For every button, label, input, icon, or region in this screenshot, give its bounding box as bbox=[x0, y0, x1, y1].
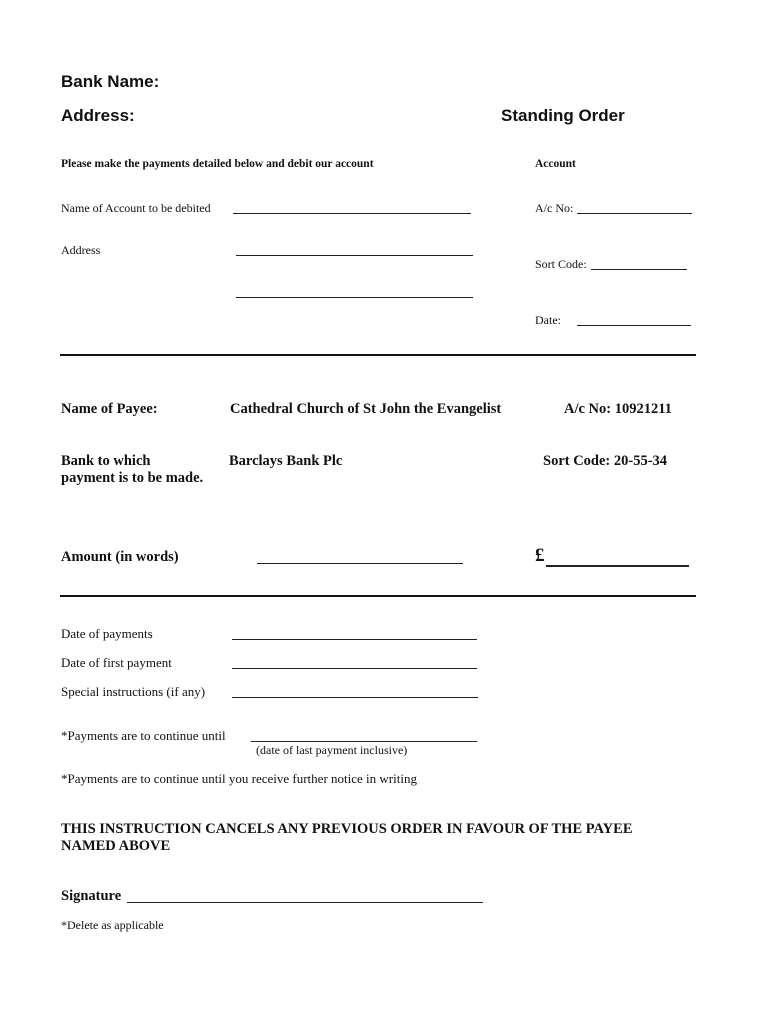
payee-bank-label-line1: Bank to which bbox=[61, 453, 151, 469]
payee-ac-no: A/c No: 10921211 bbox=[564, 401, 672, 417]
ac-no-label: A/c No: bbox=[535, 201, 574, 215]
bank-name-label: Bank Name: bbox=[61, 72, 160, 91]
cancel-notice-line2: NAMED ABOVE bbox=[61, 838, 171, 854]
continue-until-label: *Payments are to continue until bbox=[61, 728, 226, 743]
special-instructions-label: Special instructions (if any) bbox=[61, 684, 206, 699]
section-divider-top bbox=[60, 354, 696, 356]
continue-notice: *Payments are to continue until you receive further notice in writing bbox=[61, 771, 417, 786]
amount-words-field[interactable] bbox=[257, 563, 463, 564]
account-name-label: Name of Account to be debited bbox=[61, 201, 211, 215]
account-name-field[interactable] bbox=[233, 213, 471, 214]
amount-figures-field[interactable] bbox=[546, 565, 689, 567]
form-title: Standing Order bbox=[501, 106, 625, 125]
account-heading: Account bbox=[535, 158, 576, 170]
date-label: Date: bbox=[535, 313, 561, 327]
payee-bank-label-line2: payment is to be made. bbox=[61, 470, 204, 486]
payee-name-label: Name of Payee: bbox=[61, 401, 158, 417]
special-instructions-field[interactable] bbox=[232, 697, 478, 698]
instruction-text: Please make the payments detailed below and debit our account bbox=[61, 158, 374, 170]
sort-code-field[interactable] bbox=[591, 269, 687, 270]
address-line-1-field[interactable] bbox=[236, 255, 473, 256]
payee-name-value: Cathedral Church of St John the Evangelist bbox=[230, 401, 502, 417]
last-payment-note: (date of last payment inclusive) bbox=[256, 743, 408, 757]
payee-sort-code: Sort Code: 20-55-34 bbox=[543, 453, 668, 469]
address-line-2-field[interactable] bbox=[236, 297, 473, 298]
payee-bank-value: Barclays Bank Plc bbox=[229, 453, 343, 469]
address-label: Address: bbox=[61, 106, 135, 125]
date-field[interactable] bbox=[577, 325, 691, 326]
signature-label: Signature bbox=[61, 888, 122, 904]
date-first-payment-field[interactable] bbox=[232, 668, 477, 669]
cancel-notice-line1: THIS INSTRUCTION CANCELS ANY PREVIOUS ORDER IN FAVOUR OF THE PAYEE bbox=[61, 821, 633, 837]
date-of-payments-field[interactable] bbox=[232, 639, 477, 640]
currency-symbol: £ bbox=[535, 545, 545, 566]
date-of-payments-label: Date of payments bbox=[61, 626, 153, 641]
footnote: *Delete as applicable bbox=[61, 918, 164, 932]
address-field-label: Address bbox=[61, 243, 101, 257]
sort-code-label: Sort Code: bbox=[535, 257, 587, 271]
continue-until-field[interactable] bbox=[251, 741, 477, 742]
date-first-payment-label: Date of first payment bbox=[61, 655, 172, 670]
section-divider-bottom bbox=[60, 595, 696, 597]
amount-words-label: Amount (in words) bbox=[61, 549, 179, 565]
signature-field[interactable] bbox=[127, 902, 483, 903]
ac-no-field[interactable] bbox=[577, 213, 692, 214]
